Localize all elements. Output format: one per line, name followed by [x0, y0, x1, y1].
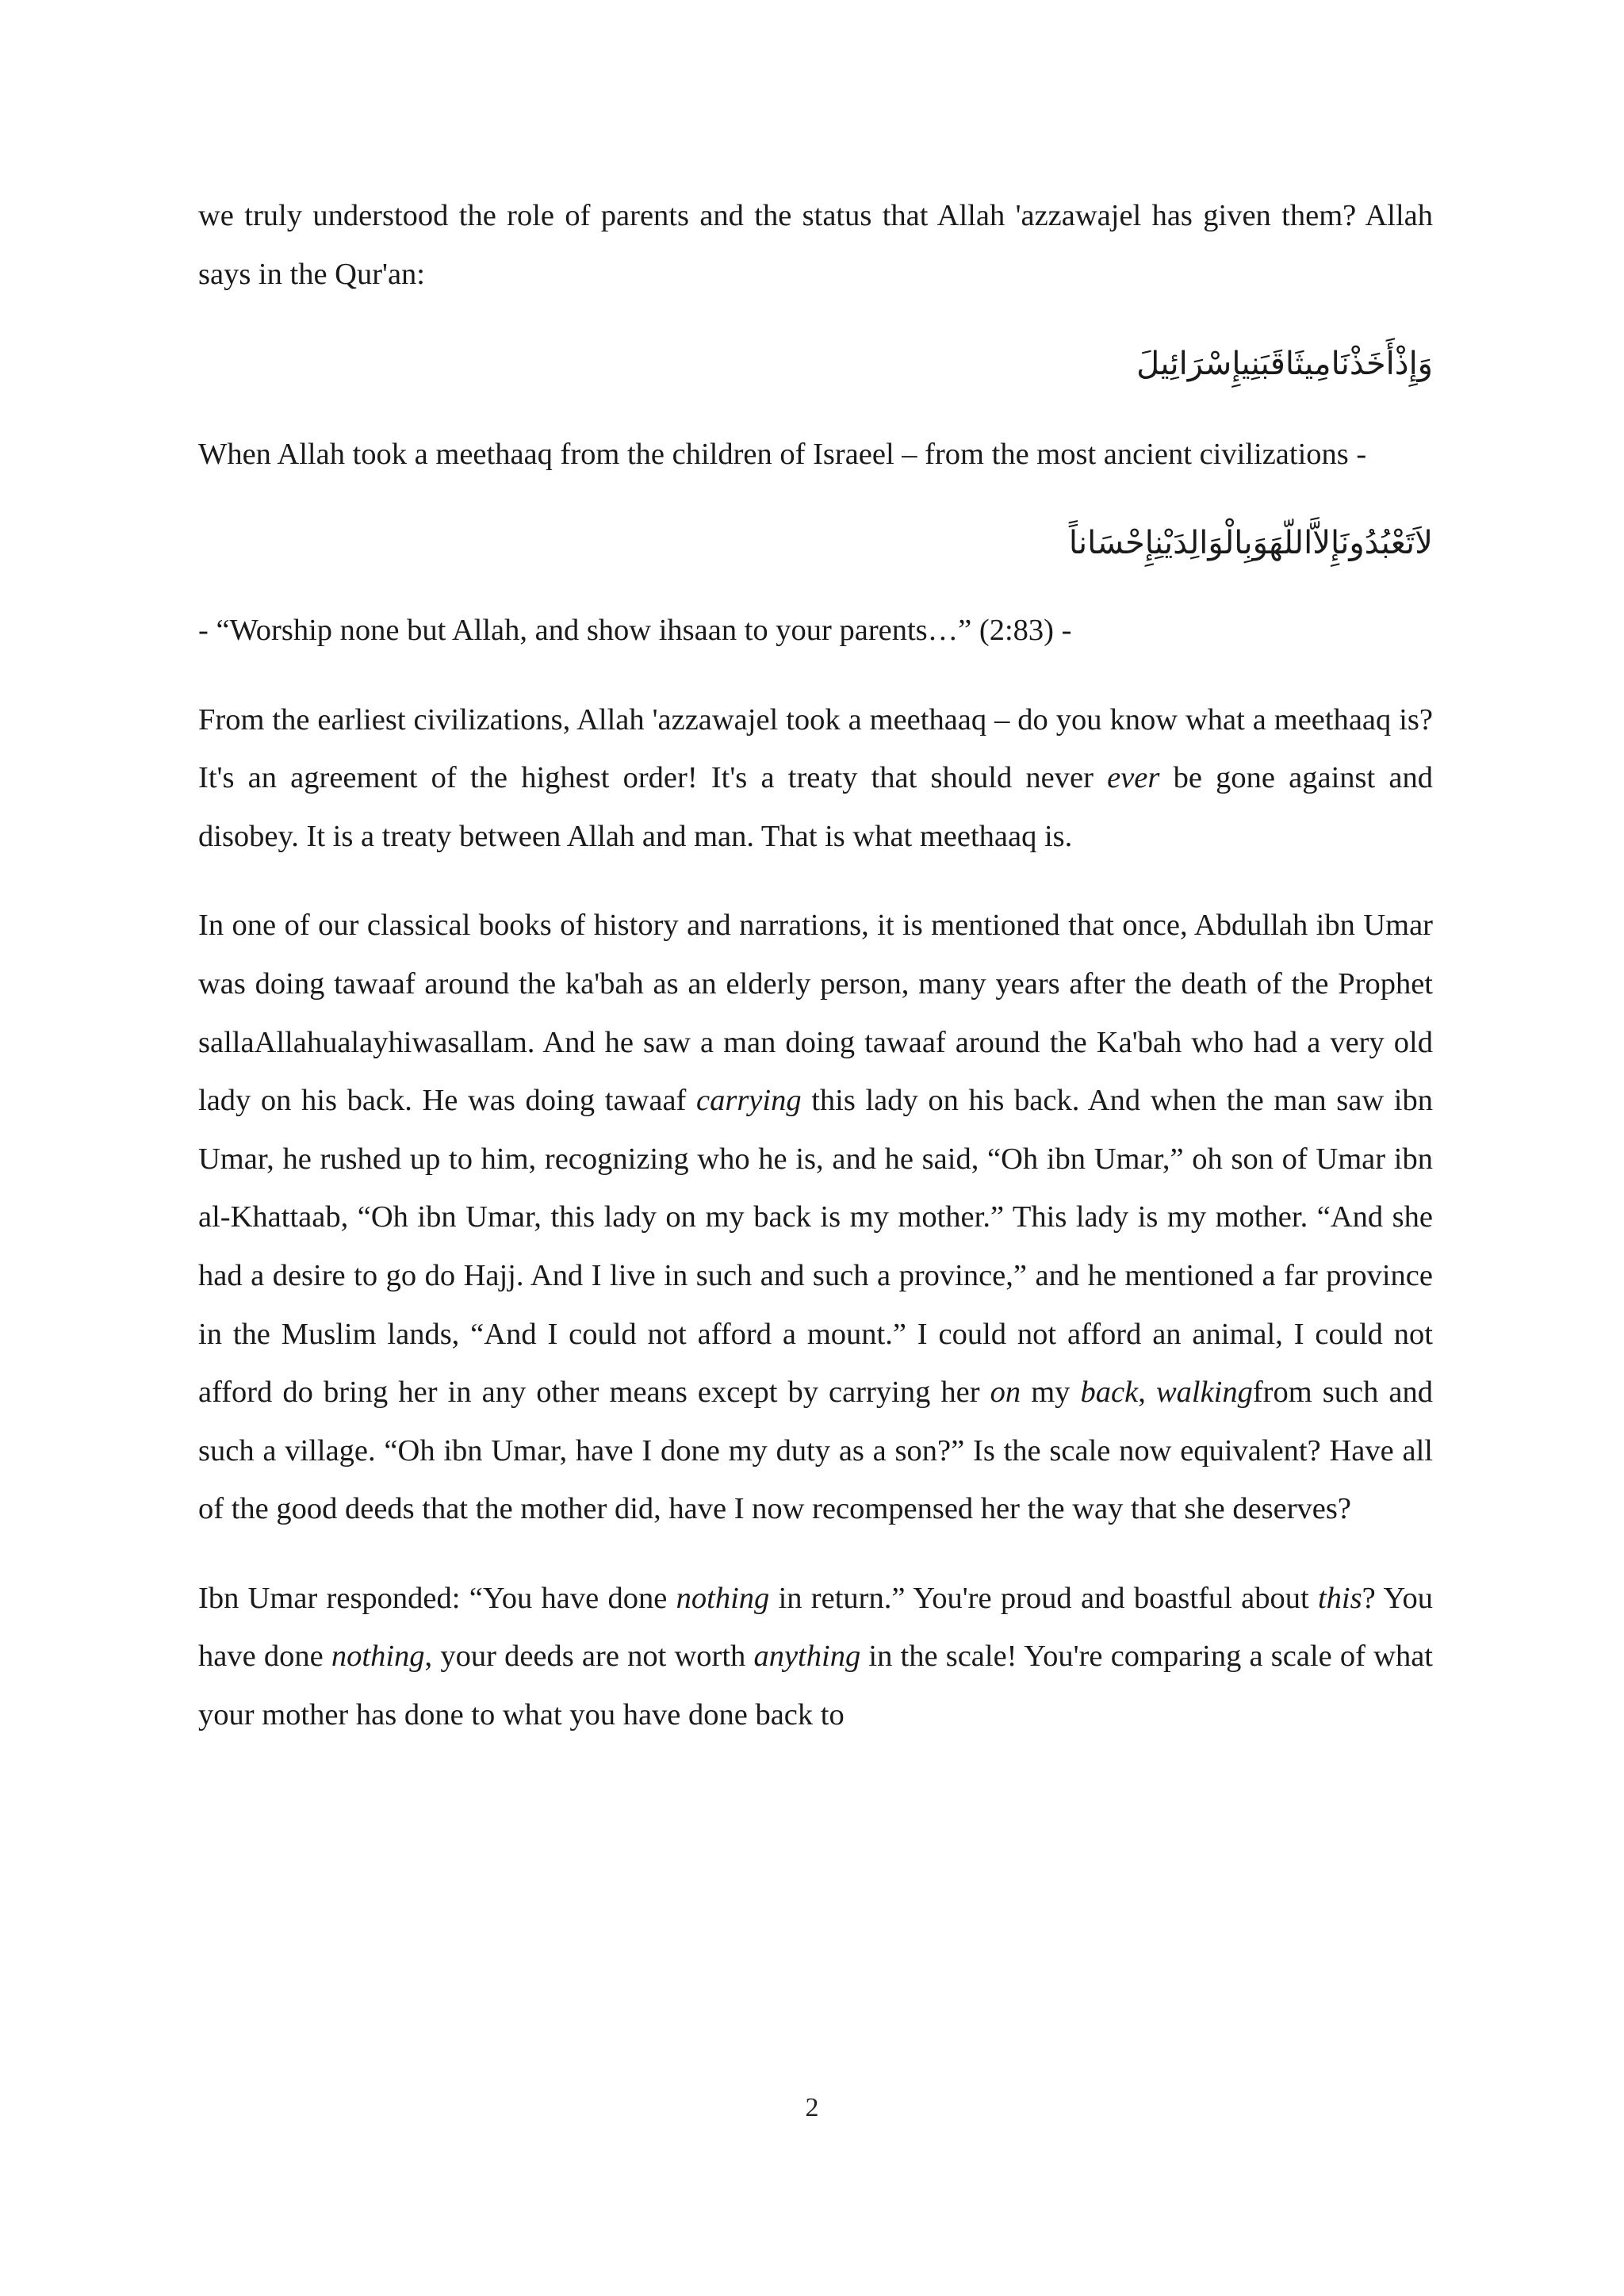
text-run: be gone against and disobey. It is a treaty between Allah and man. That is what meethaaq is.: [198, 761, 1433, 853]
arabic-verse-2: لاَتَعْبُدُونَإِلاَّاللّهَوَبِالْوَالِدَيْنِإِحْسَاناً: [1068, 525, 1433, 562]
paragraph-meethaaq-intro: When Allah took a meethaaq from the children of Israeel – from the most ancient civilizations -: [198, 437, 1367, 471]
text-run: , your deeds are not worth: [424, 1640, 754, 1674]
paragraph-ibn-umar-response: [198, 1570, 1433, 1745]
emphasis-ever: ever: [1107, 761, 1160, 795]
text-run: Ibn Umar responded: “You have done: [198, 1581, 676, 1615]
emphasis-anything: anything: [753, 1640, 861, 1674]
page-number: 2: [805, 2093, 819, 2122]
page-body: [198, 187, 1433, 1776]
emphasis-nothing: nothing: [676, 1581, 770, 1615]
text-run: ? You have done: [198, 1581, 1433, 1674]
text-run: in the scale! You're comparing a scale of what your mother has done to what you have done back to: [198, 1640, 1433, 1732]
arabic-verse-1: وَإِذْأَخَذْنَامِيثَاقَبَنِيإِسْرَائِيلَ: [1136, 346, 1433, 383]
text-run: from such and such a village. “Oh ibn Umar, have I done my duty as a son?” Is the scale now equivalent? Have all of the good deeds that the mother did, have I now recompensed her the way that she deserves?: [198, 1376, 1434, 1526]
emphasis-carrying: carrying: [696, 1084, 802, 1118]
paragraph-ibn-umar-story: [198, 897, 1433, 1539]
paragraph-meethaaq-definition: [198, 691, 1433, 867]
text-run: In one of our classical books of history and narrations, it is mentioned that once, Abdullah ibn Umar was doing tawaaf around the ka'bah as an elderly person, many years after the death of the Prophet sallaAllahualayhiwasallam. And he saw a man doing tawaaf around the Ka'bah who had a very old lady on his back. He was doing tawaaf: [198, 909, 1433, 1118]
text-run: From the earliest civilizations, Allah 'azzawajel took a meethaaq – do you know what a meethaaq is? It's an agreement of the highest order! It's a treaty that should never: [198, 702, 1433, 795]
emphasis-nothing: nothing: [331, 1640, 425, 1674]
text-run: ,: [1138, 1376, 1156, 1410]
paragraph-intro: we truly understood the role of parents and the status that Allah 'azzawajel has given them? Allah says in the Qur'an:: [198, 199, 1433, 291]
paragraph-verse-translation: - “Worship none but Allah, and show ihsaan to your parents…” (2:83) -: [198, 613, 1072, 647]
text-run: my: [1021, 1376, 1081, 1410]
emphasis-on: on: [990, 1376, 1021, 1410]
emphasis-back: back: [1080, 1376, 1139, 1410]
text-run: this lady on his back. And when the man saw ibn Umar, he rushed up to him, recognizing who he is, and he said, “Oh ibn Umar,” oh son of Umar ibn al-Khattaab, “Oh ibn Umar, this lady on my back is my mother.” This lady is my mother. “And she had a desire to go do Hajj. And I live in such and such a province,” and he mentioned a far province in the Muslim lands, “And I could not afford a mount.” I could not afford an animal, I could not afford do bring her in any other means except by carrying her: [198, 1084, 1433, 1410]
text-run: in return.” You're proud and boastful about: [769, 1581, 1318, 1615]
emphasis-this: this: [1317, 1581, 1362, 1615]
emphasis-walking: walking: [1155, 1376, 1253, 1410]
